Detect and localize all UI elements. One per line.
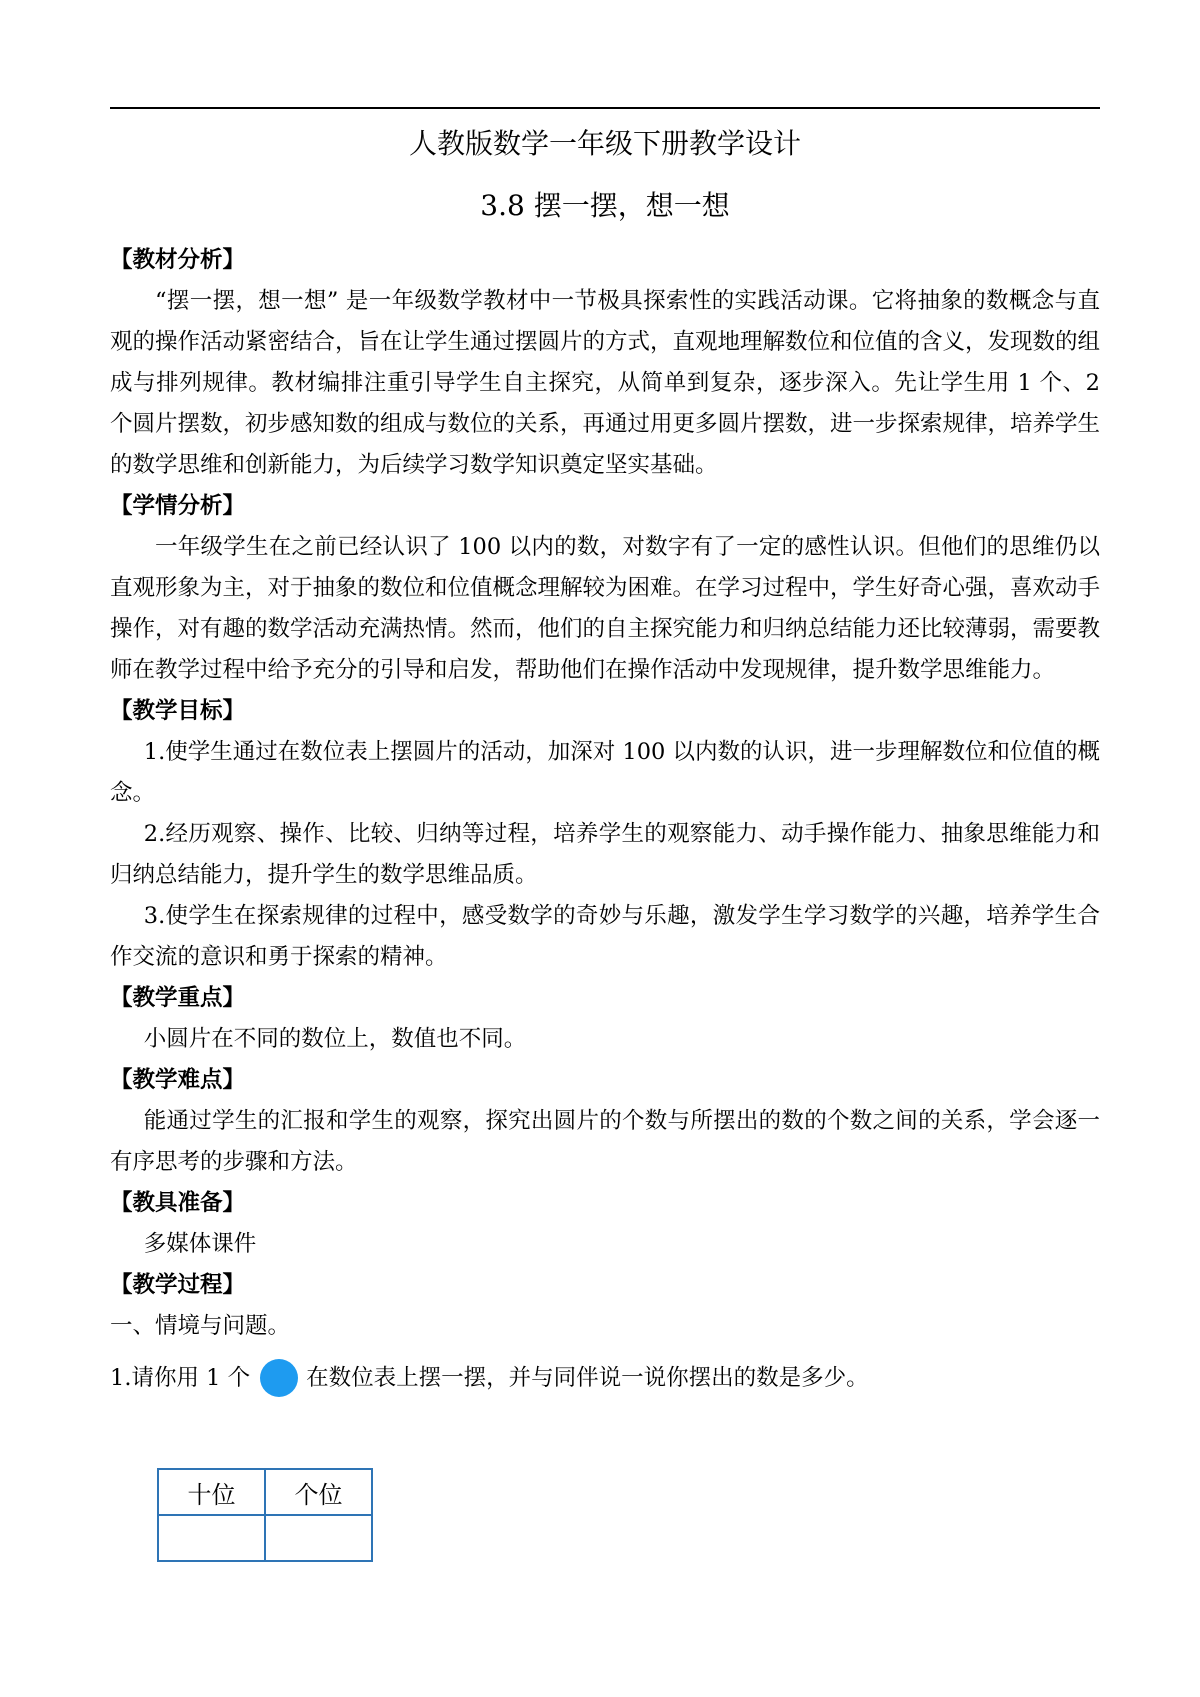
header-tens: 十位 xyxy=(158,1469,265,1515)
materials-prep-text: 多媒体课件 xyxy=(143,1231,257,1257)
objective-item: 3.使学生在探索规律的过程中，感受数学的奇妙与乐趣，激发学生学习数学的兴趣，培养学生合作交流的意识和勇于探索的精神。 xyxy=(110,903,1100,970)
objective-item: 2.经历观察、操作、比较、归纳等过程，培养学生的观察能力、动手操作能力、抽象思维能力和归纳总结能力，提升学生的数学思维品质。 xyxy=(110,821,1100,888)
key-point-text: 小圆片在不同的数位上，数值也不同。 xyxy=(143,1026,527,1052)
material-analysis-text: “摆一摆，想一想” 是一年级数学教材中一节极具探索性的实践活动课。它将抽象的数概念与直观的操作活动紧密结合，旨在让学生通过摆圆片的方式，直观地理解数位和位值的含义，发现数的组成与排列规律。教材编排注重引导学生自主探究，从简单到复杂，逐步深入。先让学生用 1 个、2 个圆片摆数，初步感知数的组成与数位的关系，再通过用更多圆片摆数，进一步探索规律，培养学生的数学思维和创新能力，为后续学习数学知识奠定坚实基础。 xyxy=(110,288,1101,478)
heading-teaching-objectives: 【教学目标】 xyxy=(110,698,246,724)
student-analysis-text: 一年级学生在之前已经认识了 100 以内的数，对数字有了一定的感性认识。但他们的思维仍以直观形象为主，对于抽象的数位和位值概念理解较为困难。在学习过程中，学生好奇心强，喜欢动手操作，对有趣的数学活动充满热情。然而，他们的自主探究能力和归纳总结能力还比较薄弱，需要教师在教学过程中给予充分的引导和启发，帮助他们在操作活动中发现规律，提升数学思维能力。 xyxy=(110,534,1101,683)
heading-student-analysis: 【学情分析】 xyxy=(110,493,246,519)
difficulty-text: 能通过学生的汇报和学生的观察，探究出圆片的个数与所摆出的数的个数之间的关系，学会逐一有序思考的步骤和方法。 xyxy=(110,1108,1100,1175)
document-body xyxy=(110,240,1100,1405)
heading-key-point: 【教学重点】 xyxy=(110,985,246,1011)
heading-material-analysis: 【教材分析】 xyxy=(110,247,246,273)
table-row xyxy=(158,1515,372,1561)
task-instruction xyxy=(110,1351,1100,1405)
header-rule xyxy=(110,107,1100,109)
document-title: 人教版数学一年级下册教学设计 xyxy=(408,127,801,160)
process-part-title: 一、情境与问题。 xyxy=(110,1313,291,1339)
header-ones: 个位 xyxy=(265,1469,372,1515)
task-text-after: 在数位表上摆一摆，并与同伴说一说你摆出的数是多少。 xyxy=(306,1364,869,1391)
cell-ones xyxy=(265,1515,372,1561)
place-value-table xyxy=(157,1468,373,1562)
lesson-title: 3.8 摆一摆，想一想 xyxy=(480,189,730,222)
cell-tens xyxy=(158,1515,265,1561)
blue-disc-icon xyxy=(260,1359,298,1397)
heading-difficulty: 【教学难点】 xyxy=(110,1067,246,1093)
heading-materials-prep: 【教具准备】 xyxy=(110,1190,246,1216)
table-header-row xyxy=(158,1469,372,1515)
heading-teaching-process: 【教学过程】 xyxy=(110,1272,246,1298)
objective-item: 1.使学生通过在数位表上摆圆片的活动，加深对 100 以内数的认识，进一步理解数位和位值的概念。 xyxy=(110,739,1100,806)
task-text-before: 1.请你用 1 个 xyxy=(110,1364,251,1391)
